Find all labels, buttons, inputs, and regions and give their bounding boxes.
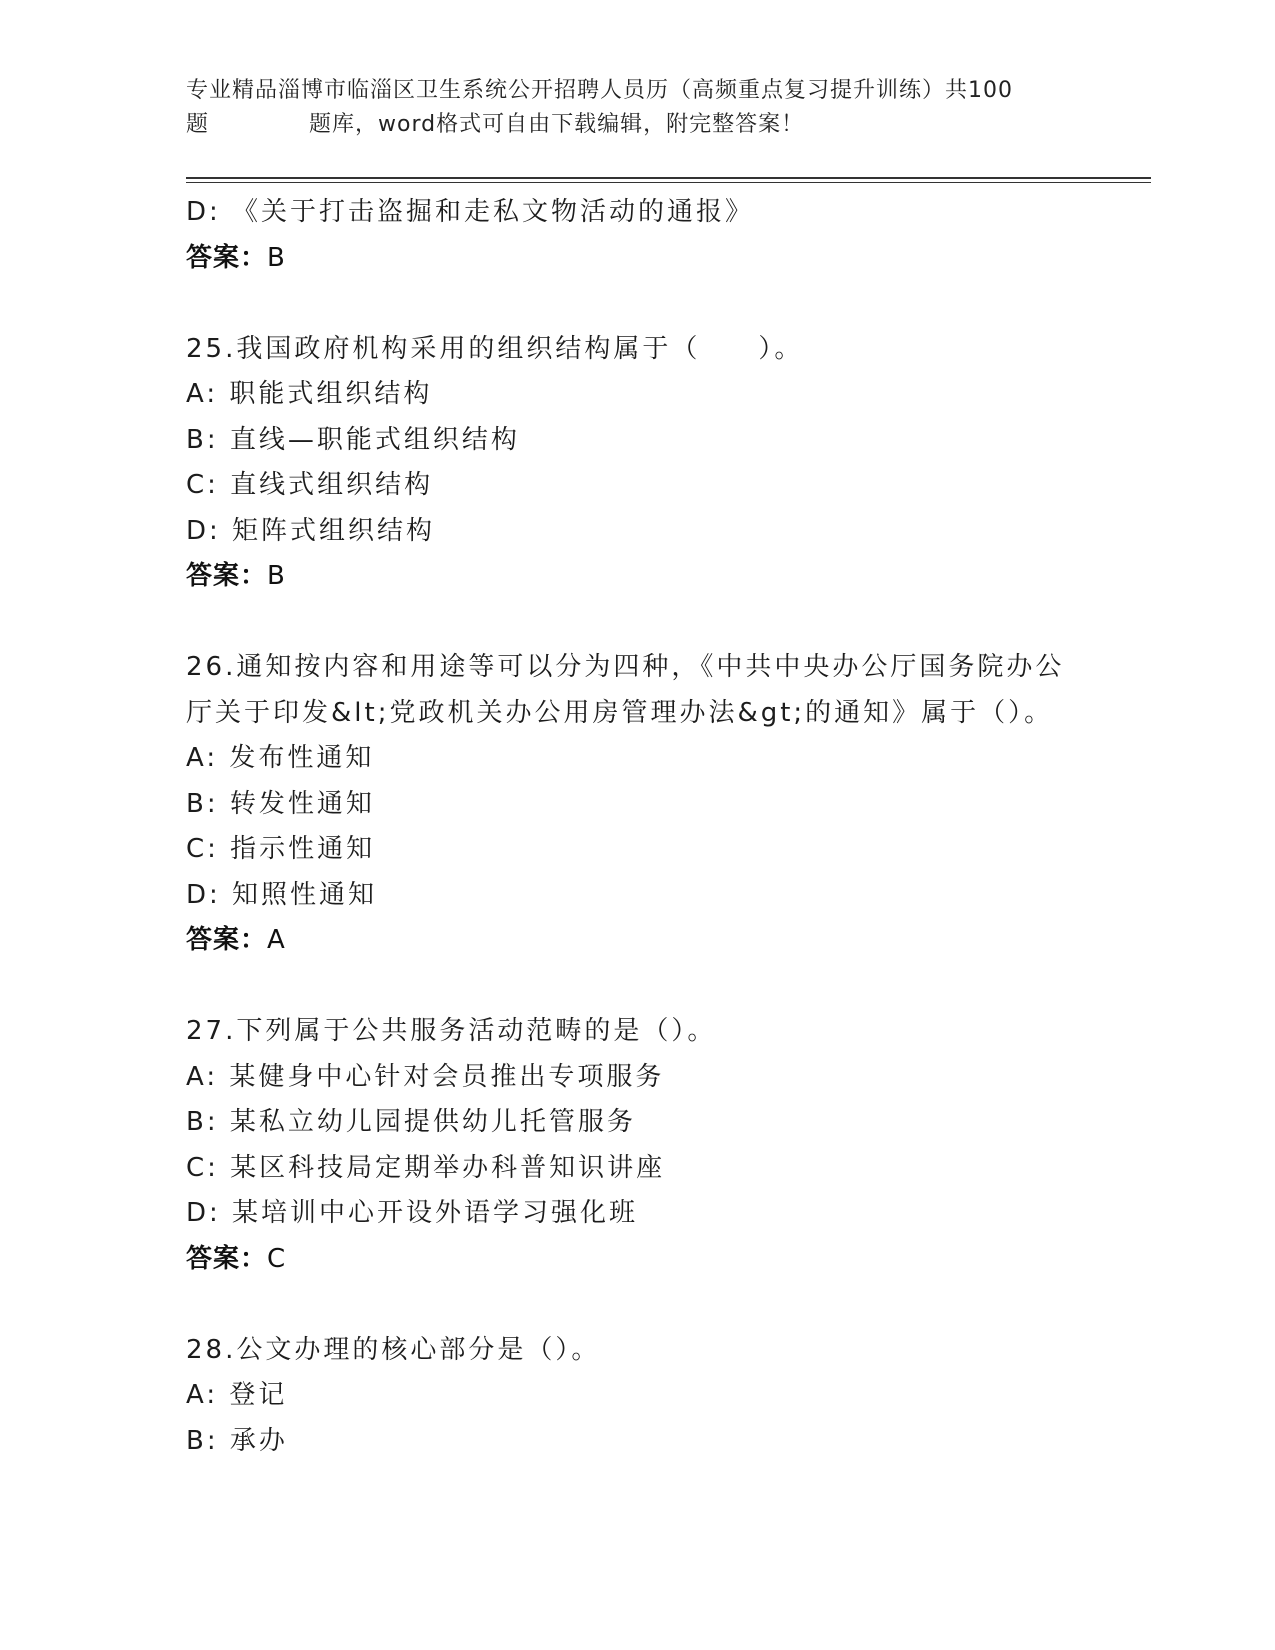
q26-option-c: C: 指示性通知	[186, 834, 376, 864]
q28-stem: 28.公文办理的核心部分是（）。	[186, 1334, 601, 1365]
header-divider-thick	[186, 177, 1151, 179]
q27-answer	[186, 1237, 1146, 1283]
q27-option-b: B: 某私立幼儿园提供幼儿托管服务	[186, 1107, 636, 1137]
q26-stem-line2: 厅关于印发&lt;党政机关办公用房管理办法&gt;的通知》属于（）。	[186, 697, 1054, 728]
header-line2-left: 题	[186, 112, 210, 137]
header-title-line2	[186, 108, 1076, 142]
q25-answer	[186, 554, 1146, 600]
spacer	[186, 1282, 1146, 1328]
q26-option-b: B: 转发性通知	[186, 788, 375, 819]
spacer	[186, 600, 1146, 646]
q27-option-d: D: 某培训中心开设外语学习强化班	[186, 1198, 639, 1228]
answer-value: B	[267, 242, 286, 273]
prev-answer	[186, 236, 1146, 282]
spacer	[186, 281, 1146, 327]
q25-option-a: A: 职能式组织结构	[186, 379, 433, 409]
answer-label: 答案：	[186, 925, 268, 955]
question-content	[186, 190, 1146, 1464]
q28-option-b: B: 承办	[186, 1425, 288, 1456]
answer-value: C	[267, 1243, 287, 1274]
q25-option-d: D: 矩阵式组织结构	[186, 515, 436, 546]
prev-option-d: D: 《关于打击盗掘和走私文物活动的通报》	[186, 197, 755, 227]
spacer	[186, 964, 1146, 1010]
q27-option-a: A: 某健身中心针对会员推出专项服务	[186, 1061, 665, 1092]
q26-answer	[186, 918, 1146, 964]
header-title-line1: 专业精品淄博市临淄区卫生系统公开招聘人员历（高频重点复习提升训练）共100	[186, 78, 1013, 103]
q28-option-a: A: 登记	[186, 1380, 288, 1410]
header-divider-thin	[186, 182, 1151, 183]
answer-label: 答案：	[186, 242, 268, 273]
answer-label: 答案：	[186, 1243, 268, 1274]
q25-stem: 25.我国政府机构采用的组织结构属于（ ）。	[186, 333, 804, 364]
answer-value: A	[267, 925, 286, 955]
answer-label: 答案：	[186, 561, 268, 591]
q25-option-c: C: 直线式组织结构	[186, 470, 434, 500]
answer-value: B	[267, 561, 286, 591]
header-line2-right: 题库，word格式可自由下载编辑，附完整答案！	[309, 112, 805, 137]
q27-option-c: C: 某区科技局定期举办科普知识讲座	[186, 1152, 666, 1183]
q25-option-b: B: 直线—职能式组织结构	[186, 424, 520, 455]
q27-stem: 27.下列属于公共服务活动范畴的是（）。	[186, 1016, 717, 1046]
q26-stem-line1: 26.通知按内容和用途等可以分为四种，《中共中央办公厅国务院办公	[186, 652, 1065, 682]
document-header	[186, 74, 1076, 142]
q26-option-d: D: 知照性通知	[186, 879, 378, 910]
q26-option-a: A: 发布性通知	[186, 743, 375, 773]
header-spacer	[209, 108, 309, 142]
